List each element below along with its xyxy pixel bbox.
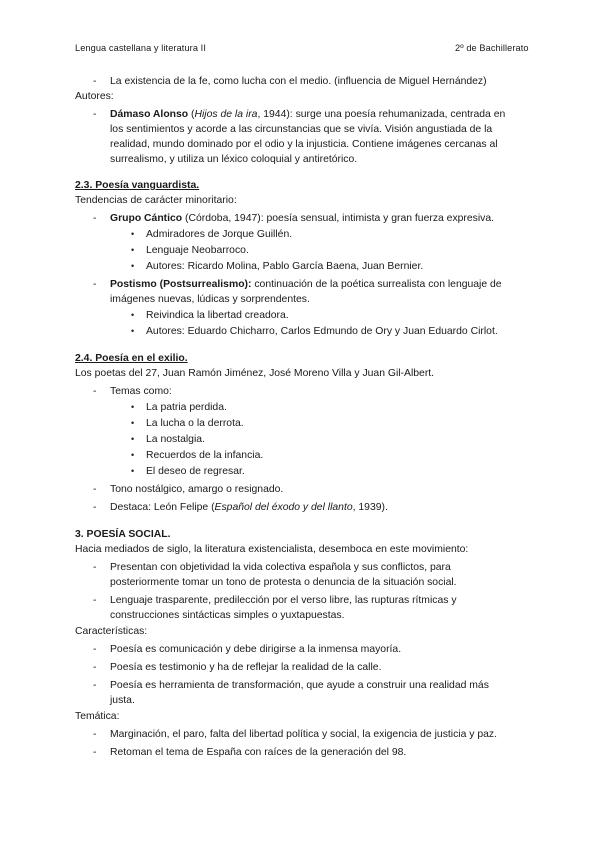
- sub-item: • El deseo de regresar.: [131, 466, 245, 477]
- section-title-vanguardista: 2.3. Poesía vanguardista.: [75, 180, 200, 191]
- sub-item: • La lucha o la derrota.: [131, 418, 244, 429]
- sub-item: • Autores: Eduardo Chicharro, Carlos Edmundo de Ory y Juan Eduardo Cirlot.: [131, 326, 498, 337]
- paragraph: Los poetas del 27, Juan Ramón Jiménez, José Moreno Villa y Juan Gil-Albert.: [75, 368, 435, 379]
- list-item: - Tono nostálgico, amargo o resignado.: [93, 484, 284, 495]
- list-item: - Lenguaje trasparente, predilección por el verso libre, las rupturas rítmicas y construcciones sintácticas simples o yuxtapuestas.: [93, 595, 457, 621]
- list-item: - La existencia de la fe, como lucha con el medio. (influencia de Miguel Hernández): [93, 76, 487, 87]
- section-title-poesia-social: 3. POESÍA SOCIAL.: [75, 529, 171, 540]
- caracteristicas-label: Características:: [75, 626, 148, 637]
- sub-item: • Reivindica la libertad creadora.: [131, 310, 289, 321]
- list-item-cantico: - Grupo Cántico (Córdoba, 1947): poesía sensual, intimista y gran fuerza expresiva.: [93, 213, 495, 224]
- sub-item: • Admiradores de Jorque Guillén.: [131, 229, 293, 240]
- header-course: 2º de Bachillerato: [455, 43, 529, 53]
- list-item-damaso: - Dámaso Alonso (Hijos de la ira, 1944): surge una poesía rehumanizada, centrada en los sentimientos y acorde a las circunstancias que se vivía. Visión angustiada de la realidad, mundo dominado por el odio y la injusticia. Contiene imágenes cercanas al surrealismo, y utiliza un léxico coloquial y antiretórico.: [93, 109, 506, 165]
- sub-item: • La patria perdida.: [131, 402, 227, 413]
- list-item: - Poesía es testimonio y ha de reflejar la realidad de la calle.: [93, 662, 382, 673]
- list-item: - Presentan con objetividad la vida colectiva española y sus conflictos, para posteriormente tomar un tono de protesta o denuncia de la situación social.: [93, 562, 457, 588]
- sub-item: • Recuerdos de la infancia.: [131, 450, 264, 461]
- list-item: - Retoman el tema de España con raíces de la generación del 98.: [93, 747, 407, 758]
- header-subject: Lengua castellana y literatura II: [75, 43, 206, 53]
- section-title-exilio: 2.4. Poesía en el exilio.: [75, 353, 188, 364]
- sub-item: • Autores: Ricardo Molina, Pablo García Baena, Juan Bernier.: [131, 261, 424, 272]
- autores-label: Autores:: [75, 91, 114, 102]
- document-body: [75, 74, 527, 763]
- list-item-destaca: - Destaca: León Felipe (Español del éxodo y del llanto, 1939).: [93, 502, 388, 513]
- list-item: - Marginación, el paro, falta del libertad política y social, la exigencia de justicia y paz.: [93, 729, 497, 740]
- list-item: - Poesía es comunicación y debe dirigirse a la inmensa mayoría.: [93, 644, 402, 655]
- paragraph: Hacia mediados de siglo, la literatura existencialista, desemboca en este movimiento:: [75, 544, 469, 555]
- sub-item: • La nostalgia.: [131, 434, 205, 445]
- list-item-postismo: - Postismo (Postsurrealismo): continuación de la poética surrealista con lenguaje de imágenes nuevas, lúdicas y sorprendentes.: [93, 279, 502, 305]
- sub-item: • Lenguaje Neobarroco.: [131, 245, 249, 256]
- tematica-label: Temática:: [75, 711, 120, 722]
- paragraph: Tendencias de carácter minoritario:: [75, 195, 237, 206]
- list-item: - Poesía es herramienta de transformación, que ayude a construir una realidad más justa.: [93, 680, 489, 706]
- list-item-temas: - Temas como:: [93, 386, 172, 397]
